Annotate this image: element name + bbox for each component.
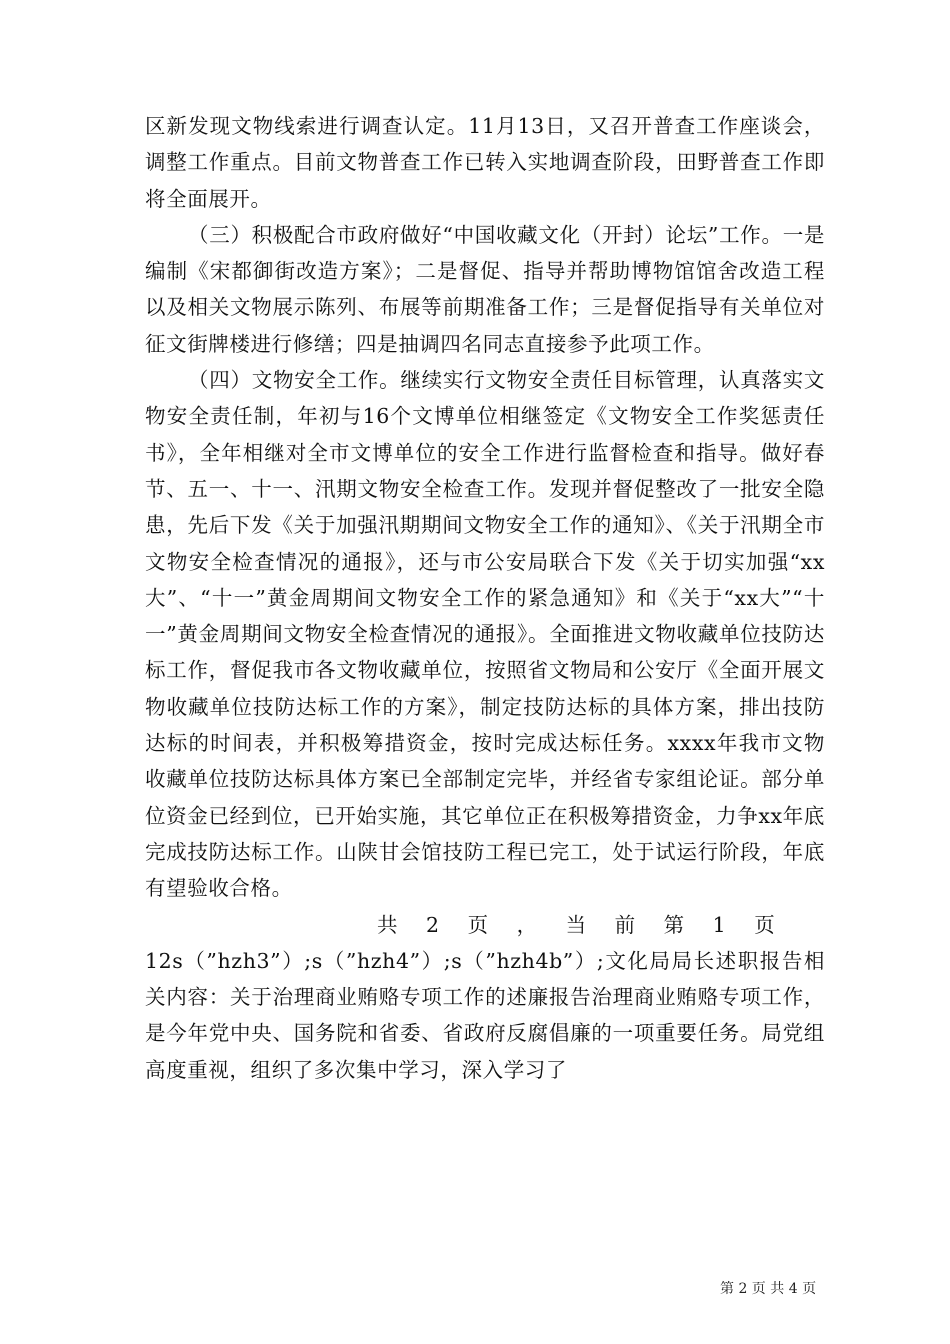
document-page [145, 108, 825, 1088]
inline-pager-text: 共 2 页 ， 当 前 第 1 页 [377, 912, 776, 937]
paragraph-relic-safety: （四）文物安全工作。继续实行文物安全责任目标管理，认真落实文物安全责任制，年初与16个文博单位相继签定《文物安全工作奖惩责任书》，全年相继对全市文博单位的安全工作进行监督检查和指导。做好春节、五一、十一、汛期文物安全检查工作。发现并督促整改了一批安全隐患，先后下发《关于加强汛期期间文物安全工作的通知》、《关于汛期全市文物安全检查情况的通报》，还与市公安局联合下发《关于切实加强“xx大”、“十一”黄金周期间文物安全工作的紧急通知》和《关于“xx大”“十一”黄金周期间文物安全检查情况的通报》。全面推进文物收藏单位技防达标工作，督促我市各文物收藏单位，按照省文物局和公安厅《全面开展文物收藏单位技防达标工作的方案》，制定技防达标的具体方案，排出技防达标的时间表，并积极筹措资金，按时完成达标任务。xxxx年我市文物收藏单位技防达标具体方案已全部制定完毕，并经省专家组论证。部分单位资金已经到位，已开始实施，其它单位正在积极筹措资金，力争xx年底完成技防达标工作。山陕甘会馆技防工程已完工，处于试运行阶段，年底有望验收合格。 [145, 368, 825, 901]
paragraph-survey-status: 区新发现文物线索进行调查认定。11月13日，又召开普查工作座谈会，调整工作重点。目前文物普查工作已转入实地调查阶段，田野普查工作即将全面展开。 [145, 114, 825, 211]
paragraph-anti-bribery-report: 12s（”hzh3”）;s（”hzh4”）;s（”hzh4b”）;文化局局长述职报告相关内容：关于治理商业贿赂专项工作的述廉报告治理商业贿赂专项工作，是今年党中央、国务院和省委、省政府反腐倡廉的一项重要任务。局党组高度重视，组织了多次集中学习，深入学习了 [145, 948, 825, 1082]
page-footer-label: 第 2 页 共 4 页 [720, 1281, 817, 1297]
paragraph-forum-work: （三）积极配合市政府做好“中国收藏文化（开封）论坛”工作。一是编制《宋都御街改造方案》；二是督促、指导并帮助博物馆馆舍改造工程以及相关文物展示陈列、布展等前期准备工作；三是督促指导有关单位对征文街牌楼进行修缮；四是抽调四名同志直接参予此项工作。 [145, 222, 825, 356]
